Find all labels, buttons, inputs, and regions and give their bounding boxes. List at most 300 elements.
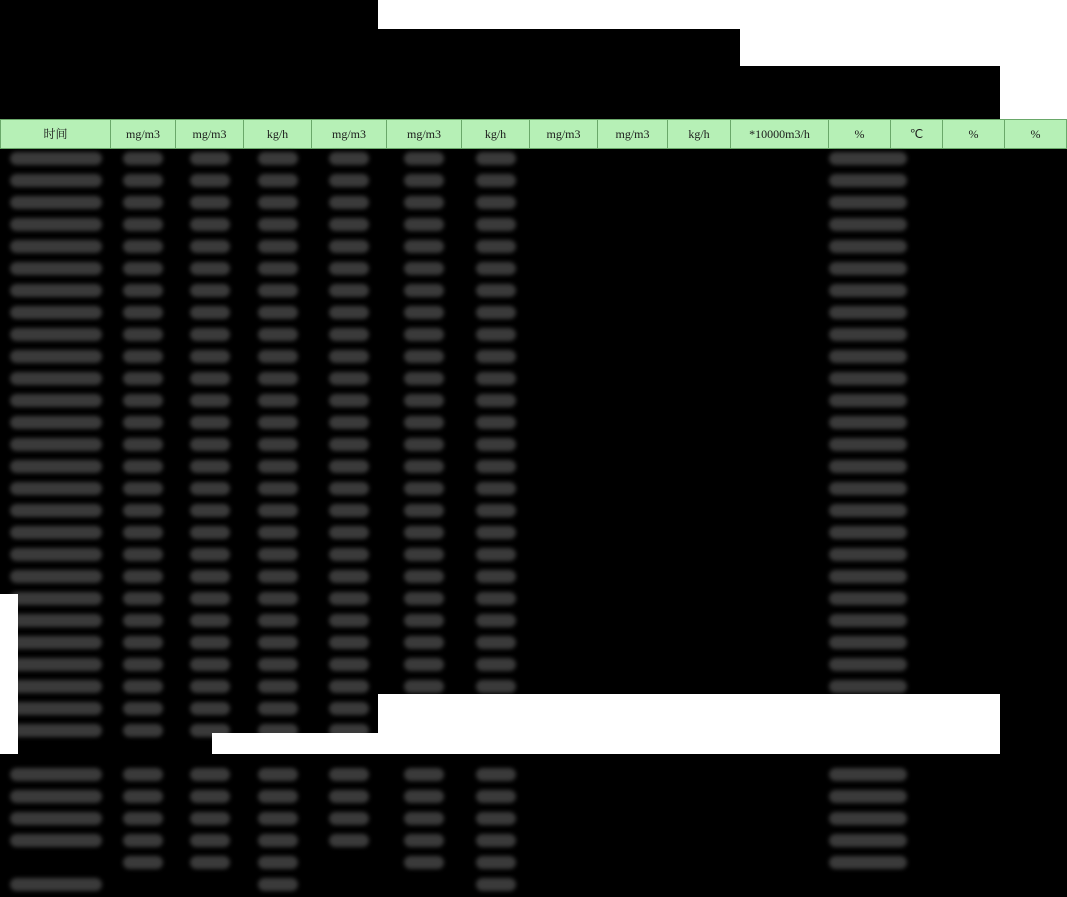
redacted-value — [404, 460, 444, 473]
redacted-value — [329, 196, 369, 209]
redacted-value — [258, 240, 298, 253]
redacted-value — [829, 768, 907, 781]
table-cell — [530, 523, 598, 545]
redacted-value — [829, 812, 907, 825]
table-cell — [731, 787, 829, 809]
table-cell — [668, 655, 731, 677]
table-cell — [598, 655, 668, 677]
table-cell — [668, 765, 731, 787]
table-cell — [530, 765, 598, 787]
table-row — [1, 633, 1067, 655]
table-cell — [731, 545, 829, 567]
table-row — [1, 523, 1067, 545]
table-cell — [1005, 611, 1067, 633]
table-cell — [731, 347, 829, 369]
redacted-value — [476, 526, 516, 539]
table-cell — [598, 303, 668, 325]
redacted-value — [123, 614, 163, 627]
table-cell — [1, 347, 111, 369]
table-cell — [462, 479, 530, 501]
table-cell — [312, 303, 387, 325]
redacted-value — [829, 196, 907, 209]
table-cell — [598, 831, 668, 853]
table-cell — [176, 765, 244, 787]
redacted-value — [190, 482, 230, 495]
table-cell — [387, 237, 462, 259]
redacted-value — [10, 614, 102, 627]
table-cell — [462, 237, 530, 259]
table-cell — [668, 831, 731, 853]
redacted-value — [258, 856, 298, 869]
redacted-value — [476, 548, 516, 561]
table-cell — [462, 325, 530, 347]
table-cell — [668, 347, 731, 369]
table-cell — [829, 523, 891, 545]
redacted-value — [329, 482, 369, 495]
redacted-value — [190, 460, 230, 473]
table-cell — [530, 501, 598, 523]
redacted-value — [829, 680, 907, 693]
redacted-value — [258, 306, 298, 319]
table-cell — [530, 589, 598, 611]
table-cell — [530, 369, 598, 391]
column-header-9: kg/h — [668, 120, 731, 149]
table-header — [1, 120, 1067, 149]
table-cell — [1, 567, 111, 589]
table-cell — [530, 193, 598, 215]
table-cell — [731, 435, 829, 457]
table-cell — [462, 457, 530, 479]
table-cell — [244, 413, 312, 435]
redacted-value — [10, 724, 102, 737]
table-cell — [530, 853, 598, 875]
table-cell — [943, 281, 1005, 303]
table-cell — [244, 831, 312, 853]
table-cell — [943, 611, 1005, 633]
table-cell — [530, 259, 598, 281]
redacted-value — [258, 438, 298, 451]
table-cell — [1005, 193, 1067, 215]
table-cell — [943, 237, 1005, 259]
table-cell — [530, 545, 598, 567]
redacted-value — [123, 658, 163, 671]
redacted-value — [476, 306, 516, 319]
table-cell — [731, 523, 829, 545]
column-header-5: mg/m3 — [387, 120, 462, 149]
table-cell — [462, 369, 530, 391]
table-row — [1, 347, 1067, 369]
table-cell — [891, 875, 943, 897]
table-row — [1, 391, 1067, 413]
table-cell — [1005, 413, 1067, 435]
table-cell — [111, 391, 176, 413]
table-cell — [829, 457, 891, 479]
table-cell — [176, 413, 244, 435]
table-cell — [943, 589, 1005, 611]
table-cell — [176, 611, 244, 633]
redacted-value — [123, 724, 163, 737]
table-cell — [829, 831, 891, 853]
redacted-value — [476, 504, 516, 517]
redacted-value — [190, 658, 230, 671]
table-cell — [176, 567, 244, 589]
redacted-value — [404, 240, 444, 253]
table-cell — [829, 545, 891, 567]
table-cell — [176, 479, 244, 501]
redacted-value — [476, 878, 516, 891]
table-cell — [731, 303, 829, 325]
table-cell — [111, 149, 176, 171]
redacted-value — [123, 856, 163, 869]
table-cell — [731, 413, 829, 435]
table-cell — [244, 853, 312, 875]
redacted-value — [10, 680, 102, 693]
table-cell — [111, 567, 176, 589]
redacted-value — [829, 570, 907, 583]
table-cell — [244, 677, 312, 699]
redacted-value — [190, 526, 230, 539]
table-cell — [943, 545, 1005, 567]
table-cell — [668, 369, 731, 391]
table-cell — [244, 347, 312, 369]
table-cell — [829, 633, 891, 655]
table-cell — [462, 831, 530, 853]
redacted-value — [258, 196, 298, 209]
table-cell — [111, 325, 176, 347]
table-cell — [530, 171, 598, 193]
table-cell — [244, 303, 312, 325]
table-cell — [462, 259, 530, 281]
redacted-value — [329, 768, 369, 781]
table-cell — [312, 545, 387, 567]
table-cell — [462, 435, 530, 457]
redacted-value — [404, 328, 444, 341]
table-cell — [387, 501, 462, 523]
redacted-value — [329, 812, 369, 825]
table-cell — [1005, 259, 1067, 281]
table-cell — [943, 391, 1005, 413]
table-cell — [312, 501, 387, 523]
table-cell — [668, 149, 731, 171]
table-cell — [312, 831, 387, 853]
table-cell — [111, 435, 176, 457]
table-row — [1, 765, 1067, 787]
table-cell — [943, 567, 1005, 589]
table-cell — [387, 655, 462, 677]
table-cell — [530, 787, 598, 809]
table-cell — [176, 149, 244, 171]
table-cell — [943, 215, 1005, 237]
table-cell — [111, 281, 176, 303]
table-cell — [312, 699, 387, 721]
redacted-value — [10, 592, 102, 605]
table-cell — [244, 699, 312, 721]
table-cell — [731, 237, 829, 259]
table-cell — [1005, 875, 1067, 897]
table-cell — [312, 281, 387, 303]
redacted-value — [476, 482, 516, 495]
table-cell — [1005, 237, 1067, 259]
table-cell — [1005, 677, 1067, 699]
column-header-8: mg/m3 — [598, 120, 668, 149]
table-cell — [530, 413, 598, 435]
table-cell — [1, 765, 111, 787]
redacted-value — [123, 394, 163, 407]
table-cell — [598, 545, 668, 567]
redacted-value — [123, 152, 163, 165]
table-cell — [530, 237, 598, 259]
table-cell — [829, 171, 891, 193]
table-cell — [668, 303, 731, 325]
table-cell — [731, 215, 829, 237]
redacted-value — [404, 614, 444, 627]
table-cell — [312, 391, 387, 413]
table-cell — [176, 391, 244, 413]
table-cell — [530, 215, 598, 237]
redacted-value — [10, 636, 102, 649]
redacted-value — [190, 592, 230, 605]
redacted-value — [10, 240, 102, 253]
table-cell — [244, 875, 312, 897]
redacted-value — [123, 218, 163, 231]
table-cell — [244, 545, 312, 567]
table-cell — [1005, 545, 1067, 567]
redacted-value — [190, 240, 230, 253]
table-cell — [312, 149, 387, 171]
redacted-value — [10, 658, 102, 671]
table-cell — [244, 325, 312, 347]
table-cell — [111, 171, 176, 193]
table-cell — [462, 875, 530, 897]
redacted-value — [476, 240, 516, 253]
table-cell — [244, 237, 312, 259]
table-row — [1, 413, 1067, 435]
table-cell — [668, 281, 731, 303]
table-cell — [668, 391, 731, 413]
table-cell — [312, 523, 387, 545]
redacted-value — [123, 680, 163, 693]
table-cell — [943, 259, 1005, 281]
table-cell — [312, 215, 387, 237]
redacted-value — [190, 438, 230, 451]
table-cell — [731, 809, 829, 831]
table-row — [1, 787, 1067, 809]
redacted-value — [404, 658, 444, 671]
table-cell — [943, 347, 1005, 369]
redacted-value — [10, 834, 102, 847]
table-cell — [387, 567, 462, 589]
table-cell — [387, 215, 462, 237]
redacted-value — [476, 592, 516, 605]
redacted-value — [10, 570, 102, 583]
table-cell — [312, 611, 387, 633]
table-cell — [530, 347, 598, 369]
table-cell — [462, 215, 530, 237]
table-cell — [387, 545, 462, 567]
redacted-value — [10, 394, 102, 407]
redacted-value — [190, 350, 230, 363]
table-cell — [462, 171, 530, 193]
column-header-10: *10000m3/h — [731, 120, 829, 149]
redacted-value — [10, 416, 102, 429]
table-cell — [943, 149, 1005, 171]
redacted-value — [10, 482, 102, 495]
redacted-value — [829, 526, 907, 539]
redacted-value — [404, 768, 444, 781]
table-cell — [668, 523, 731, 545]
table-cell — [462, 413, 530, 435]
table-cell — [530, 435, 598, 457]
redacted-value — [829, 372, 907, 385]
redacted-value — [329, 658, 369, 671]
redacted-value — [476, 658, 516, 671]
redacted-value — [190, 768, 230, 781]
table-cell — [176, 853, 244, 875]
redacted-value — [123, 262, 163, 275]
table-cell — [731, 853, 829, 875]
redacted-value — [329, 174, 369, 187]
redacted-value — [329, 306, 369, 319]
table-cell — [598, 611, 668, 633]
table-cell — [731, 655, 829, 677]
redacted-value — [258, 174, 298, 187]
redacted-value — [329, 218, 369, 231]
redacted-value — [329, 438, 369, 451]
table-cell — [530, 457, 598, 479]
table-cell — [598, 171, 668, 193]
table-cell — [829, 369, 891, 391]
table-cell — [176, 303, 244, 325]
table-cell — [1, 501, 111, 523]
table-cell — [1, 413, 111, 435]
table-cell — [462, 281, 530, 303]
redacted-value — [10, 196, 102, 209]
redacted-value — [190, 196, 230, 209]
redacted-value — [476, 416, 516, 429]
table-cell — [829, 853, 891, 875]
table-cell — [462, 853, 530, 875]
table-cell — [668, 457, 731, 479]
table-row — [1, 875, 1067, 897]
redacted-value — [829, 834, 907, 847]
redacted-value — [10, 812, 102, 825]
redacted-value — [329, 614, 369, 627]
masked-block-top-mid — [378, 29, 740, 119]
redacted-value — [190, 504, 230, 517]
table-cell — [312, 369, 387, 391]
table-cell — [176, 545, 244, 567]
redacted-value — [258, 416, 298, 429]
redacted-value — [829, 460, 907, 473]
redacted-value — [329, 636, 369, 649]
table-cell — [731, 171, 829, 193]
table-cell — [668, 215, 731, 237]
column-header-13: % — [943, 120, 1005, 149]
table-cell — [943, 171, 1005, 193]
table-cell — [1005, 655, 1067, 677]
table-body — [1, 149, 1067, 897]
redacted-value — [329, 680, 369, 693]
redacted-value — [329, 570, 369, 583]
table-cell — [668, 853, 731, 875]
redacted-value — [123, 174, 163, 187]
table-cell — [731, 259, 829, 281]
table-cell — [176, 699, 244, 721]
table-cell — [943, 853, 1005, 875]
table-row — [1, 655, 1067, 677]
table-cell — [111, 699, 176, 721]
redacted-value — [829, 856, 907, 869]
table-cell — [530, 479, 598, 501]
table-cell — [943, 501, 1005, 523]
redacted-value — [123, 240, 163, 253]
table-cell — [598, 347, 668, 369]
table-cell — [829, 875, 891, 897]
table-cell — [1, 193, 111, 215]
redacted-value — [10, 504, 102, 517]
redacted-value — [258, 592, 298, 605]
page-cutout-bottom-right2 — [212, 733, 1000, 754]
table-cell — [1, 237, 111, 259]
table-cell — [387, 281, 462, 303]
table-cell — [1005, 347, 1067, 369]
redacted-value — [829, 614, 907, 627]
column-header-4: mg/m3 — [312, 120, 387, 149]
redacted-value — [123, 416, 163, 429]
table-cell — [598, 567, 668, 589]
redacted-value — [476, 218, 516, 231]
table-cell — [731, 325, 829, 347]
table-cell — [244, 655, 312, 677]
table-header-row — [1, 120, 1067, 149]
redacted-value — [329, 350, 369, 363]
table-cell — [312, 413, 387, 435]
table-cell — [829, 215, 891, 237]
table-row — [1, 545, 1067, 567]
redacted-value — [258, 482, 298, 495]
redacted-value — [190, 548, 230, 561]
table-cell — [1005, 721, 1067, 743]
column-header-7: mg/m3 — [530, 120, 598, 149]
table-cell — [530, 875, 598, 897]
table-row — [1, 281, 1067, 303]
table-cell — [111, 853, 176, 875]
table-cell — [1, 215, 111, 237]
redacted-value — [404, 636, 444, 649]
redacted-value — [123, 592, 163, 605]
table-cell — [1005, 809, 1067, 831]
redacted-value — [123, 460, 163, 473]
table-cell — [1, 391, 111, 413]
redacted-value — [829, 438, 907, 451]
column-header-3: kg/h — [244, 120, 312, 149]
table-cell — [829, 501, 891, 523]
table-cell — [111, 347, 176, 369]
redacted-value — [258, 812, 298, 825]
redacted-value — [190, 834, 230, 847]
table-cell — [530, 633, 598, 655]
table-cell — [244, 633, 312, 655]
table-cell — [312, 589, 387, 611]
table-cell — [943, 875, 1005, 897]
table-cell — [1005, 787, 1067, 809]
table-cell — [111, 831, 176, 853]
column-header-14: % — [1005, 120, 1067, 149]
table-row — [1, 589, 1067, 611]
table-cell — [598, 259, 668, 281]
table-cell — [1, 457, 111, 479]
redacted-value — [329, 702, 369, 715]
